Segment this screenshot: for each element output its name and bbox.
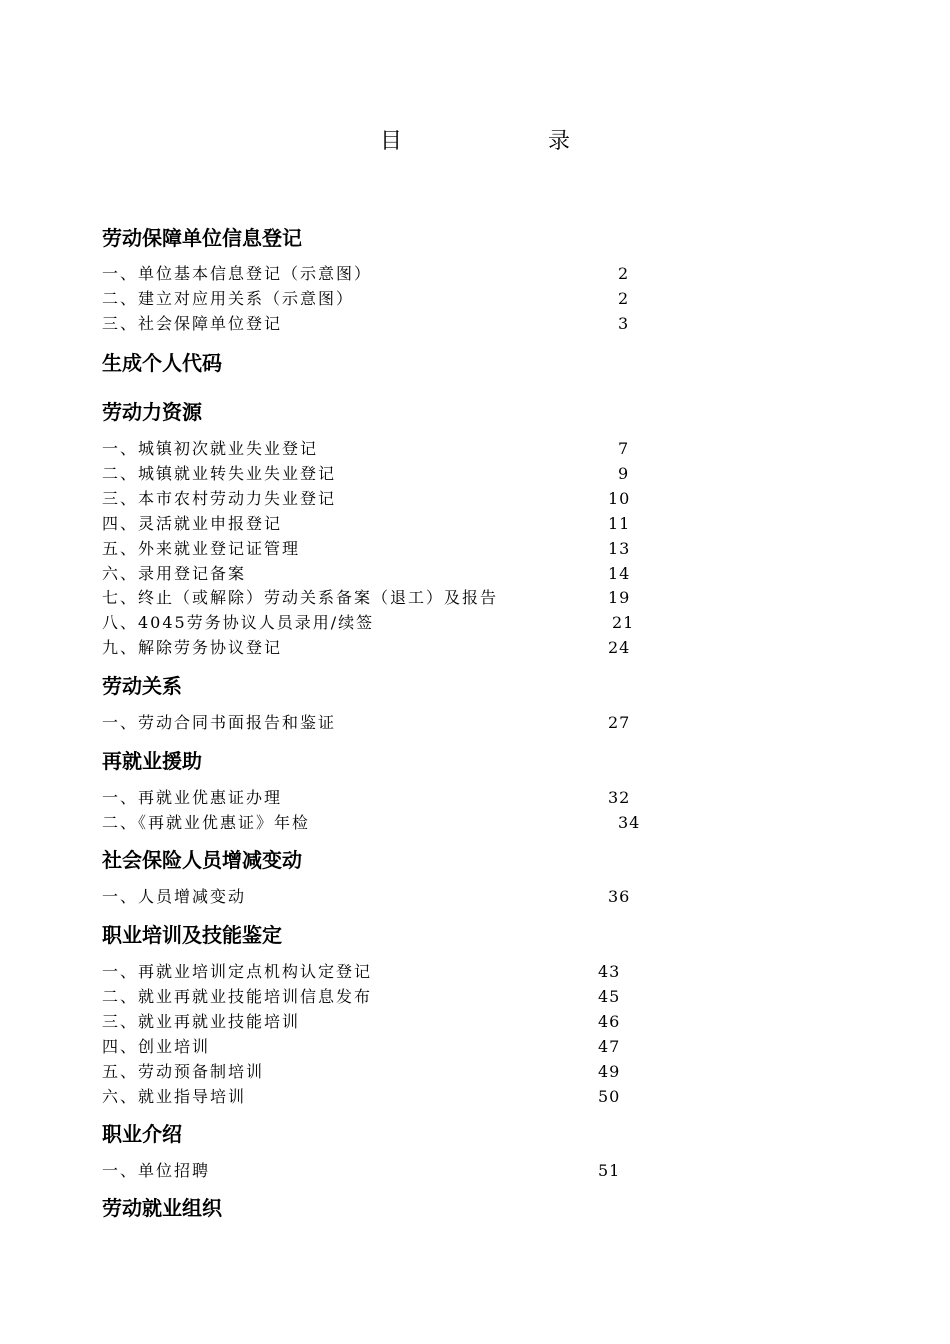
toc-entry-text: 二、建立对应用关系（示意图） [102,289,355,308]
toc-entry-text: 三、就业再就业技能培训 [102,1012,301,1031]
toc-page-number: 43 [598,962,621,981]
toc-entry-text: 二、城镇就业转失业失业登记 [102,464,337,483]
toc-entry [102,488,662,510]
section-heading: 职业介绍 [102,1122,182,1146]
toc-page-number: 46 [598,1012,621,1031]
toc-entry [102,587,662,609]
toc-page-number: 34 [618,813,641,832]
toc-entry-text: 一、劳动合同书面报告和鉴证 [102,713,337,732]
toc-entry-text: 一、人员增减变动 [102,887,247,906]
title-char-2: 录 [548,129,571,154]
toc-entry [102,787,662,809]
toc-entry [102,1061,662,1083]
toc-page-number: 9 [618,464,630,483]
toc-page-number: 19 [608,588,631,607]
toc-entry [102,1036,662,1058]
toc-entry [102,712,662,734]
toc-entry-text: 一、单位基本信息登记（示意图） [102,264,373,283]
toc-entry-text: 九、解除劳务协议登记 [102,638,283,657]
section-heading: 劳动保障单位信息登记 [102,226,302,250]
toc-entry-text: 三、社会保障单位登记 [102,314,283,333]
toc-page-number: 7 [618,439,630,458]
toc-entry [102,637,662,659]
toc-entry-text: 二、就业再就业技能培训信息发布 [102,987,373,1006]
toc-page-number: 2 [618,264,630,283]
toc-entry [102,612,662,634]
toc-entry-text: 七、终止（或解除）劳动关系备案（退工）及报告 [102,588,499,607]
toc-entry [102,812,662,834]
section-heading: 再就业援助 [102,749,202,773]
toc-entry-text: 三、本市农村劳动力失业登记 [102,489,337,508]
title-char-1: 目 [380,129,403,154]
toc-entry [102,961,662,983]
toc-entry [102,288,662,310]
toc-page-number: 36 [608,887,631,906]
toc-page-number: 50 [598,1087,621,1106]
toc-page-number: 13 [608,539,631,558]
section-heading: 劳动力资源 [102,400,202,424]
toc-entry-text: 二、《再就业优惠证》年检 [102,813,311,832]
toc-page-number: 32 [608,788,631,807]
toc-entry-text: 六、就业指导培训 [102,1087,247,1106]
toc-entry [102,438,662,460]
toc-entry [102,986,662,1008]
toc-entry [102,1160,662,1182]
toc-page-number: 14 [608,564,631,583]
toc-entry-text: 四、灵活就业申报登记 [102,514,283,533]
toc-page-number: 27 [608,713,631,732]
section-heading: 职业培训及技能鉴定 [102,923,282,947]
toc-page-number: 2 [618,289,630,308]
toc-entry-text: 四、创业培训 [102,1037,211,1056]
toc-page-number: 21 [612,613,635,632]
toc-page-number: 24 [608,638,631,657]
toc-page-number: 51 [598,1161,621,1180]
toc-page-number: 3 [618,314,630,333]
toc-entry-text: 一、再就业优惠证办理 [102,788,283,807]
toc-entry-text: 一、单位招聘 [102,1161,211,1180]
toc-page-number: 11 [608,514,631,533]
toc-entry-text: 一、再就业培训定点机构认定登记 [102,962,373,981]
section-heading: 劳动就业组织 [102,1196,222,1220]
toc-page-number: 49 [598,1062,621,1081]
toc-entry [102,538,662,560]
toc-entry [102,563,662,585]
toc-page-number: 10 [608,489,631,508]
toc-entry [102,313,662,335]
toc-page-number: 45 [598,987,621,1006]
toc-entry [102,886,662,908]
toc-entry-text: 一、城镇初次就业失业登记 [102,439,319,458]
toc-entry-text: 六、录用登记备案 [102,564,247,583]
section-heading: 劳动关系 [102,674,182,698]
toc-entry [102,263,662,285]
toc-entry [102,463,662,485]
section-heading: 社会保险人员增减变动 [102,848,302,872]
toc-entry [102,1011,662,1033]
toc-entry [102,1086,662,1108]
toc-entry [102,513,662,535]
toc-entry-text: 八、4045劳务协议人员录用/续签 [102,613,375,632]
section-heading: 生成个人代码 [102,351,222,375]
toc-page-number: 47 [598,1037,621,1056]
toc-entry-text: 五、劳动预备制培训 [102,1062,265,1081]
toc-entry-text: 五、外来就业登记证管理 [102,539,301,558]
